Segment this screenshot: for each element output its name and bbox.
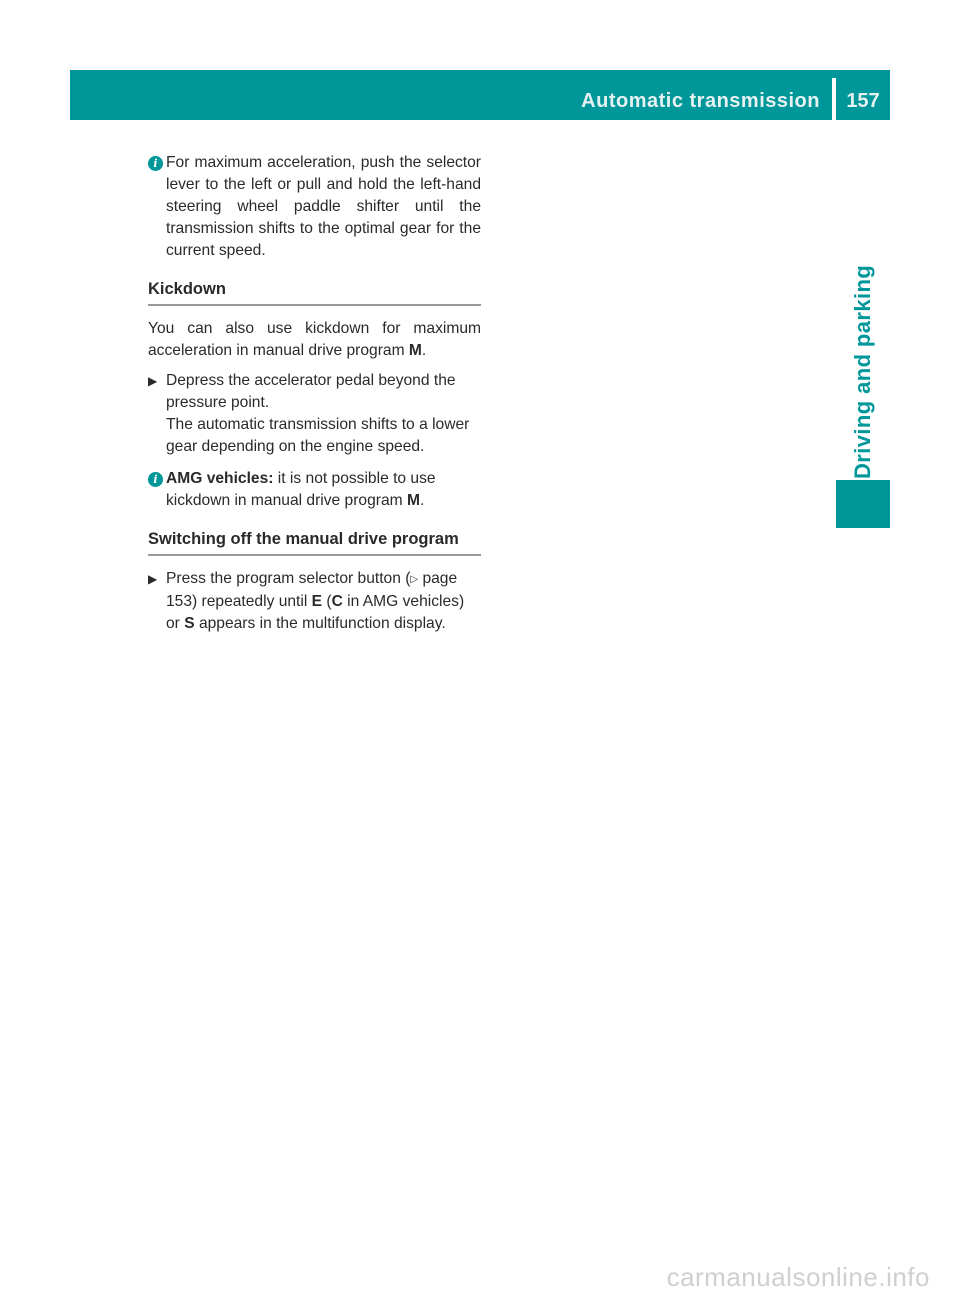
kickdown-intro-end: .: [421, 342, 427, 359]
info-note-amg: [148, 468, 481, 512]
content-column: [148, 152, 481, 635]
side-tab-marker: [836, 480, 890, 528]
step-text-part: in AMG vehicles) or: [166, 593, 465, 632]
page-reference-link[interactable]: page 153) repeatedly until: [166, 570, 458, 610]
step-text-part: (: [322, 593, 332, 610]
amg-note-end: .: [419, 492, 425, 509]
section-heading-kickdown: Kickdown: [148, 278, 481, 306]
info-icon: i: [148, 472, 163, 487]
info-icon: i: [148, 156, 163, 171]
kickdown-step: [148, 370, 481, 458]
amg-note-text: it is not possible to use kickdown in manual drive program: [166, 470, 436, 509]
switching-off-step: [148, 568, 481, 635]
step-text-part: appears in the multifunction display.: [194, 615, 446, 632]
info-note-text: For maximum acceleration, push the selector lever to the left or pull and hold the left-hand steering wheel paddle shifter until the transmission shifts to the optimal gear for the current speed.: [166, 154, 481, 259]
program-s-label: S: [184, 615, 195, 632]
switching-off-step-text: [166, 568, 481, 635]
arrow-bullet-icon: ▶: [148, 374, 158, 388]
section-title: Automatic transmission: [581, 90, 820, 112]
program-e-label: E: [311, 593, 323, 610]
page-number: 157: [846, 90, 880, 112]
watermark: carmanualsonline.info: [666, 1262, 930, 1292]
section-heading-switching-off: Switching off the manual drive program: [148, 528, 481, 556]
info-note-acceleration: [148, 152, 481, 262]
kickdown-step-result: The automatic transmission shifts to a lower gear depending on the engine speed.: [166, 416, 470, 455]
header-bar: [70, 70, 890, 120]
info-note-amg-text: [166, 468, 481, 512]
side-tab-label: Driving and parking: [850, 264, 875, 479]
arrow-bullet-icon: ▶: [148, 572, 158, 586]
side-tab: [836, 129, 890, 479]
program-m-label: M: [408, 342, 422, 359]
amg-vehicles-label: AMG vehicles:: [166, 470, 274, 487]
page-reference-arrow-icon: ▷: [410, 574, 419, 585]
step-text-part: Press the program selector button (: [166, 570, 411, 587]
kickdown-intro: [148, 318, 481, 362]
kickdown-intro-text: You can also use kickdown for maximum acceleration in manual drive program: [148, 320, 481, 359]
kickdown-step-action: Depress the accelerator pedal beyond the pressure point.: [166, 372, 456, 411]
program-c-label: C: [331, 593, 343, 610]
program-m-label: M: [406, 492, 420, 509]
